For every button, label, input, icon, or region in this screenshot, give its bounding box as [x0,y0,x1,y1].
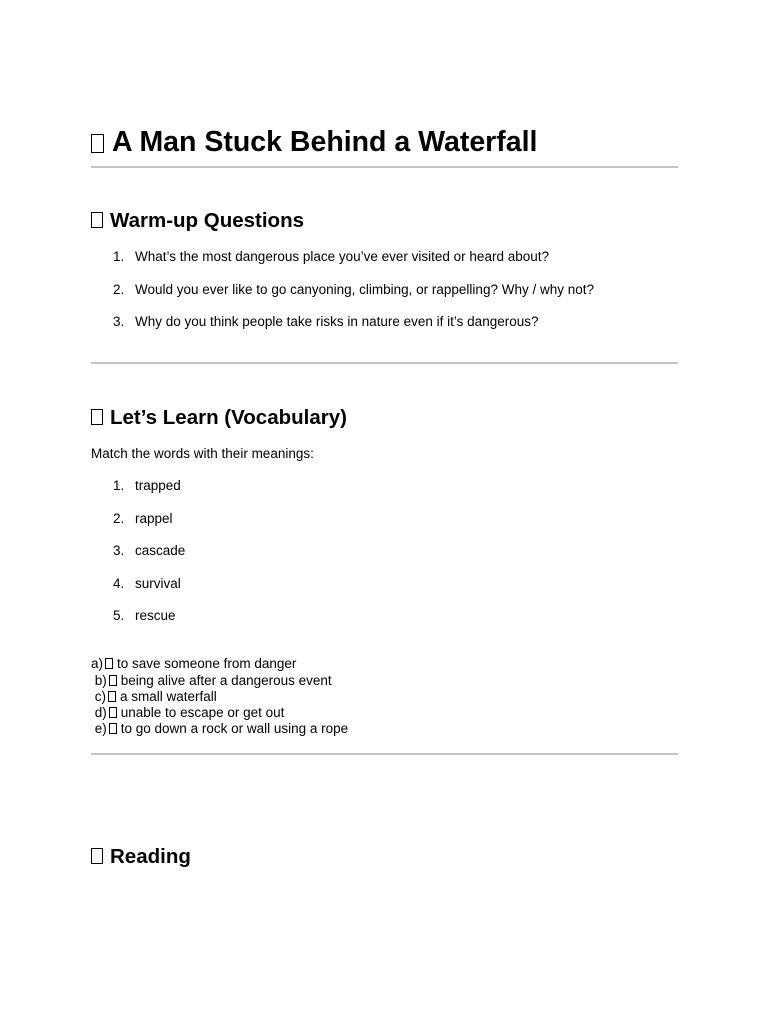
vocabulary-heading: Let’s Learn (Vocabulary) [91,405,347,431]
divider [91,362,678,364]
divider [91,166,678,168]
emoji-placeholder-icon [91,848,103,864]
vocabulary-instruction: Match the words with their meanings: [91,446,314,461]
emoji-placeholder-icon [109,707,117,718]
definition-item: c) a small waterfall [91,688,217,704]
warmup-heading: Warm-up Questions [91,208,304,234]
emoji-placeholder-icon [91,134,104,153]
divider [91,753,678,755]
definition-item: d) unable to escape or get out [91,705,285,721]
emoji-placeholder-icon [91,409,103,425]
emoji-placeholder-icon [108,691,116,702]
emoji-placeholder-icon [109,675,117,686]
emoji-placeholder-icon [91,212,103,228]
definition-item: e) to go down a rock or wall using a rope [91,721,349,737]
emoji-placeholder-icon [109,723,117,734]
reading-heading: Reading [91,844,191,870]
page-title: A Man Stuck Behind a Waterfall [91,124,537,160]
definition-item: b) being alive after a dangerous event [91,672,332,688]
definition-item: a) to save someone from danger [91,656,297,671]
emoji-placeholder-icon [105,658,113,669]
